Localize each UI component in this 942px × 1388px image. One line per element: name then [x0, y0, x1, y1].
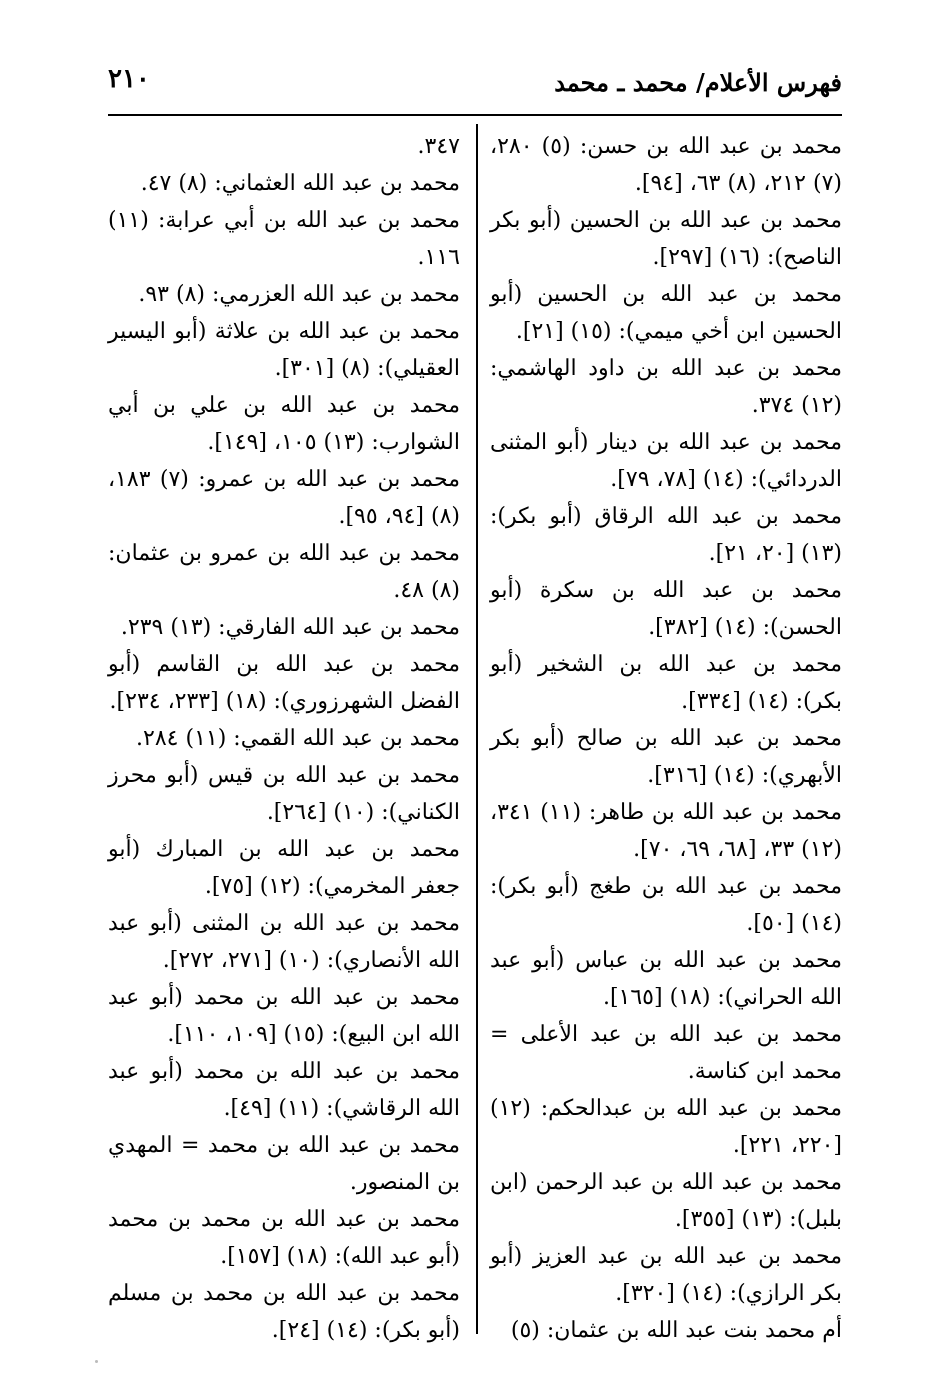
index-entry: محمد بن عبد الله بن محمد (أبو عبد الله ابن البيع): (١٥) [١٠٩، ١١٠].: [108, 985, 460, 1047]
column-divider: [476, 124, 478, 1334]
index-entry: محمد بن عبد الله بن عمرو: (٧) ١٨٣، (٨) [٩٤، ٩٥].: [108, 467, 461, 529]
index-entry: محمد بن عبد الله بن عبد الرحمن (ابن بلبل): (١٣) [٣٥٥].: [490, 1170, 842, 1232]
index-column-left: [108, 128, 460, 1349]
header-rule: [108, 114, 842, 116]
index-entry: محمد بن عبد الله بن المبارك (أبو جعفر المخرمي): (١٢) [٧٥].: [108, 837, 460, 899]
index-entry: محمد بن عبد الله بن محمد بن محمد (أبو عبد الله): (١٨) [١٥٧].: [108, 1207, 460, 1269]
index-entry: محمد بن عبد الله بن صالح (أبو بكر الأبهري): (١٤) [٣١٦].: [490, 726, 842, 788]
index-entry: محمد بن عبد الله بن طغج (أبو بكر): (١٤) [٥٠].: [490, 874, 842, 936]
index-entry: محمد بن عبد الله العثماني: (٨) ٤٧.: [140, 171, 460, 196]
running-header-title: فهرس الأعلام/ محمد ـ محمد: [554, 68, 842, 97]
index-entry: محمد بن عبد الله بن داود الهاشمي: (١٢) ٣٧٤.: [490, 356, 842, 418]
index-entry: محمد بن عبد الله بن عبد الأعلى = محمد ابن كناسة.: [490, 1022, 842, 1084]
index-column-right: [490, 128, 842, 1349]
index-entry: محمد بن عبد الله بن حسن: (٥) ٢٨٠، (٧) ٢١٢، (٨) ٦٣، [٩٤].: [490, 134, 842, 196]
index-entry: محمد بن عبد الله بن عبدالحكم: (١٢) [٢٢٠، ٢٢١].: [490, 1096, 842, 1158]
index-entry: محمد بن عبد الله الفارقي: (١٣) ٢٣٩.: [120, 615, 460, 640]
index-entry: محمد بن عبد الله القمي: (١١) ٢٨٤.: [136, 726, 460, 751]
index-entry: محمد بن عبد الله بن سكرة (أبو الحسن): (١٤) [٣٨٢].: [490, 578, 842, 640]
scan-speck: [95, 1360, 98, 1363]
index-entry: محمد بن عبد الله الرقاق (أبو بكر): (١٣) [٢٠، ٢١].: [490, 504, 842, 566]
index-entry: ٣٤٧.: [417, 134, 460, 159]
index-entry: محمد بن عبد الله بن محمد (أبو عبد الله الرقاشي): (١١) [٤٩].: [108, 1059, 460, 1121]
index-entry: محمد بن عبد الله العزرمي: (٨) ٩٣.: [138, 282, 460, 307]
index-entry: محمد بن عبد الله بن محمد بن مسلم (أبو بكر): (١٤) [٢٤].: [108, 1281, 460, 1343]
index-entry: محمد بن عبد الله بن الحسين (أبو بكر الناصح): (١٦) [٢٩٧].: [490, 208, 842, 270]
index-entry: محمد بن عبد الله بن أبي عرابة: (١١) ١١٦.: [108, 208, 460, 270]
index-entry: محمد بن عبد الله بن عباس (أبو عبد الله الحراني): (١٨) [١٦٥].: [490, 948, 842, 1010]
index-entry: محمد بن عبد الله بن عبد العزيز (أبو بكر الرازي): (١٤) [٣٢٠].: [490, 1244, 842, 1306]
page-header: [108, 58, 842, 106]
index-entry: محمد بن عبد الله بن دينار (أبو المثنى الدردائي): (١٤) [٧٨، ٧٩].: [490, 430, 842, 492]
index-entry: محمد بن عبد الله بن علي بن أبي الشوارب: (١٣) ١٠٥، [١٤٩].: [108, 393, 460, 455]
index-entry: محمد بن عبد الله بن محمد = المهدي بن المنصور.: [108, 1133, 460, 1195]
index-entry: محمد بن عبد الله بن الحسين (أبو الحسين ابن أخي ميمي): (١٥) [٢١].: [490, 282, 842, 344]
index-entry: محمد بن عبد الله بن عمرو بن عثمان: (٨) ٤٨.: [108, 541, 460, 603]
index-entry: محمد بن عبد الله بن طاهر: (١١) ٣٤١، (١٢) ٣٣، [٦٨، ٦٩، ٧٠].: [490, 800, 843, 862]
index-entry: أم محمد بنت عبد الله بن عثمان: (٥): [510, 1318, 842, 1343]
index-entry: محمد بن عبد الله بن القاسم (أبو الفضل الشهرزوري): (١٨) [٢٣٣، ٢٣٤].: [108, 652, 460, 714]
index-entry: محمد بن عبد الله بن علاثة (أبو اليسير العقيلي): (٨) [٣٠١].: [108, 319, 460, 381]
index-entry: محمد بن عبد الله بن قيس (أبو محرز الكناني): (١٠) [٢٦٤].: [108, 763, 460, 825]
index-entry: محمد بن عبد الله بن الشخير (أبو بكر): (١٤) [٣٣٤].: [490, 652, 842, 714]
index-entry: محمد بن عبد الله بن المثنى (أبو عبد الله الأنصاري): (١٠) [٢٧١، ٢٧٢].: [108, 911, 460, 973]
page-number: ٢١٠: [108, 64, 150, 94]
